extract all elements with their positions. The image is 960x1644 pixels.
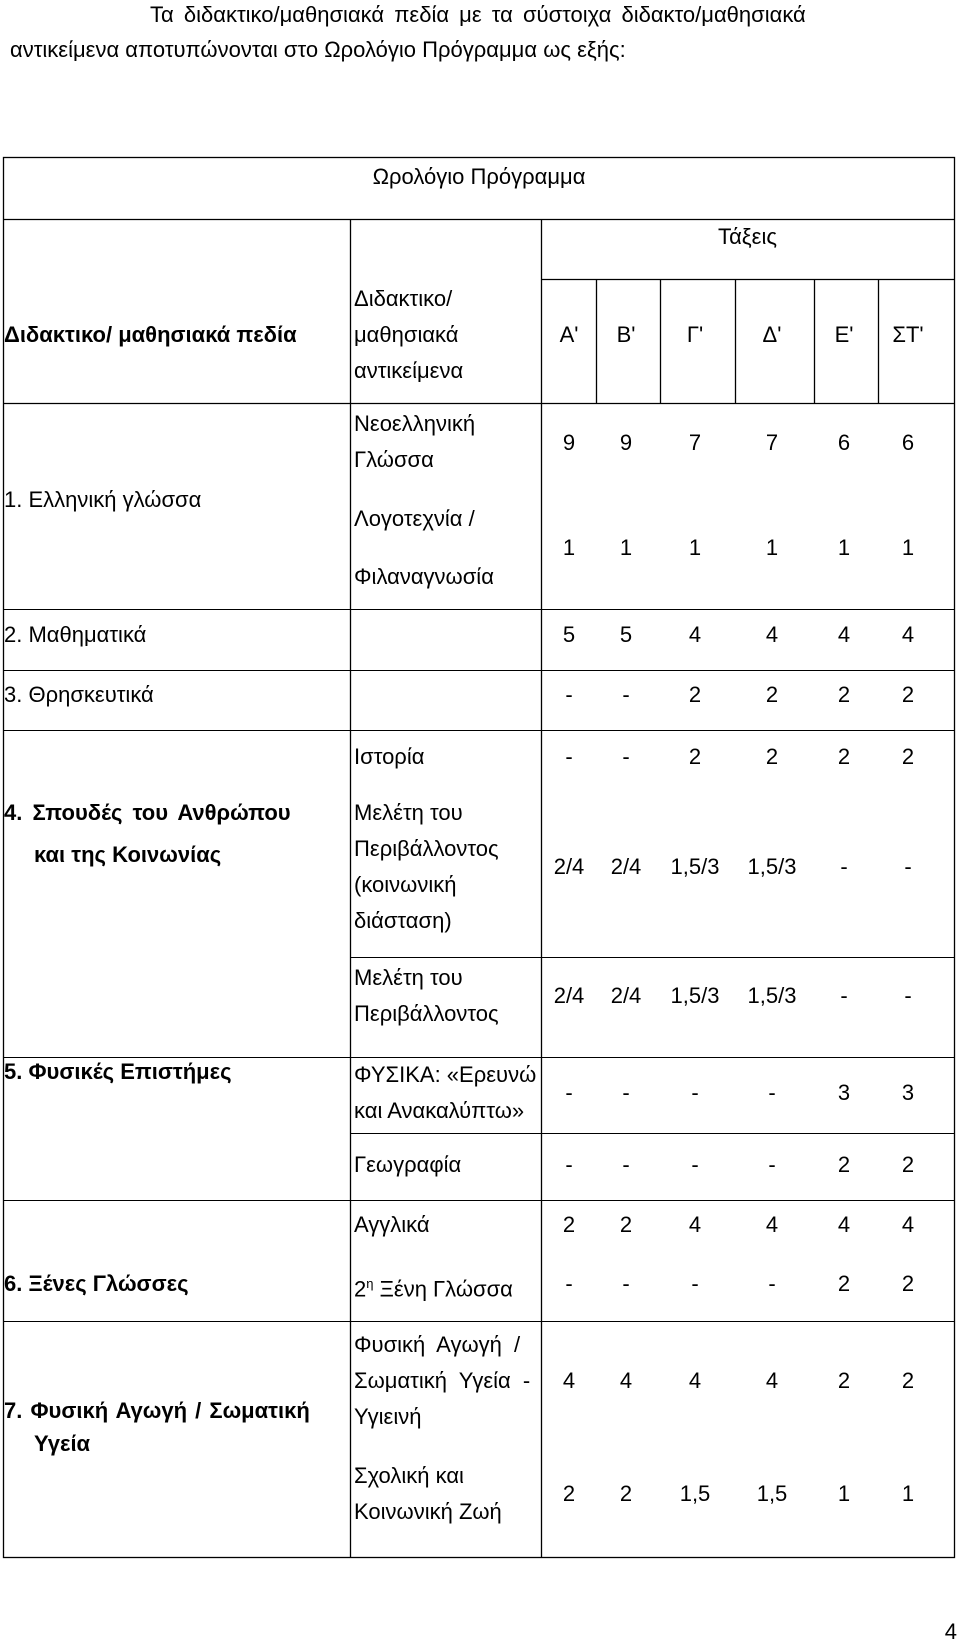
grade-header-st: ΣΤ' <box>892 322 924 347</box>
subject-english: Αγγλικά <box>354 1212 430 1237</box>
subject-env-social-4: διάσταση) <box>354 908 452 933</box>
hours-log-grade-3: 1 <box>688 535 702 560</box>
subject-history: Ιστορία <box>354 744 425 769</box>
hours-math-grade-2: 5 <box>619 622 633 647</box>
hours-math-grade-5: 4 <box>837 622 851 647</box>
hours-agg-grade-6: 4 <box>901 1212 915 1237</box>
hours-mel1-grade-5: - <box>840 854 848 879</box>
hours-fa-grade-4: 4 <box>765 1368 779 1393</box>
hours-neo-grade-6: 6 <box>901 430 915 455</box>
hours-mel2-grade-2: 2/4 <box>610 983 642 1008</box>
hours-thr-grade-1: - <box>565 682 573 707</box>
hours-geo-grade-6: 2 <box>901 1152 915 1177</box>
grade-header-d: Δ' <box>762 322 782 347</box>
hours-xen-grade-5: 2 <box>837 1271 851 1296</box>
hours-fys-grade-2: - <box>622 1080 630 1105</box>
hours-thr-grade-3: 2 <box>688 682 702 707</box>
hours-neo-grade-5: 6 <box>837 430 851 455</box>
grade-header-e: Ε' <box>834 322 854 347</box>
hours-xen-grade-3: - <box>691 1271 699 1296</box>
second-foreign-superscript: η <box>366 1276 374 1291</box>
subject-school-life-2: Κοινωνική Ζωή <box>354 1499 502 1524</box>
field-human-society-2: και της Κοινωνίας <box>34 842 222 867</box>
hours-log-grade-5: 1 <box>837 535 851 560</box>
subject-env-social-1: Μελέτη του <box>354 800 463 825</box>
field-natural-sciences: 5. Φυσικές Επιστήμες <box>4 1059 232 1084</box>
hours-fa-grade-6: 2 <box>901 1368 915 1393</box>
hours-log-grade-4: 1 <box>765 535 779 560</box>
hours-thr-grade-2: - <box>622 682 630 707</box>
hours-xen-grade-6: 2 <box>901 1271 915 1296</box>
hours-thr-grade-6: 2 <box>901 682 915 707</box>
subject-environment-2: Περιβάλλοντος <box>354 1001 499 1026</box>
hours-sx-grade-2: 2 <box>619 1481 633 1506</box>
hours-mel2-grade-5: - <box>840 983 848 1008</box>
hours-mel2-grade-1: 2/4 <box>553 983 585 1008</box>
second-foreign-text: Ξένη Γλώσσα <box>373 1276 513 1302</box>
hours-thr-grade-4: 2 <box>765 682 779 707</box>
hours-math-grade-1: 5 <box>562 622 576 647</box>
hours-geo-grade-4: - <box>768 1152 776 1177</box>
subject-pe-3: Υγιεινή <box>354 1404 422 1429</box>
hours-xen-grade-1: - <box>565 1271 573 1296</box>
hours-math-grade-3: 4 <box>688 622 702 647</box>
hours-sx-grade-1: 2 <box>562 1481 576 1506</box>
hours-fys-grade-3: - <box>691 1080 699 1105</box>
hours-ist-grade-1: - <box>565 744 573 769</box>
hours-agg-grade-1: 2 <box>562 1212 576 1237</box>
hours-thr-grade-5: 2 <box>837 682 851 707</box>
field-physical-education-2: Υγεία <box>34 1431 91 1456</box>
hours-log-grade-6: 1 <box>901 535 915 560</box>
fields-column-header: Διδακτικο/ μαθησιακά πεδία <box>4 322 297 347</box>
hours-neo-grade-4: 7 <box>765 430 779 455</box>
hours-ist-grade-4: 2 <box>765 744 779 769</box>
hours-fys-grade-5: 3 <box>837 1080 851 1105</box>
hours-math-grade-4: 4 <box>765 622 779 647</box>
hours-log-grade-2: 1 <box>619 535 633 560</box>
hours-fa-grade-2: 4 <box>619 1368 633 1393</box>
hours-sx-grade-4: 1,5 <box>756 1481 788 1506</box>
hours-xen-grade-4: - <box>768 1271 776 1296</box>
field-physical-education-1: 7. Φυσική Αγωγή / Σωματική <box>4 1398 310 1423</box>
subject-school-life-1: Σχολική και <box>354 1463 464 1488</box>
hours-fa-grade-3: 4 <box>688 1368 702 1393</box>
subject-pe-1: Φυσική Αγωγή / <box>354 1332 521 1357</box>
hours-sx-grade-5: 1 <box>837 1481 851 1506</box>
table-title: Ωρολόγιο Πρόγραμμα <box>372 164 586 189</box>
hours-sx-grade-3: 1,5 <box>679 1481 711 1506</box>
field-foreign-languages: 6. Ξένες Γλώσσες <box>4 1271 189 1296</box>
page-number: 4 <box>944 1619 957 1644</box>
hours-mel2-grade-3: 1,5/3 <box>670 983 720 1008</box>
subject-env-social-2: Περιβάλλοντος <box>354 836 499 861</box>
subjects-column-header-1: Διδακτικο/ <box>354 286 453 311</box>
field-human-society-1: 4. Σπουδές του Ανθρώπου <box>4 800 291 825</box>
hours-geo-grade-2: - <box>622 1152 630 1177</box>
subject-second-foreign-language <box>354 1267 513 1306</box>
grade-header-b: Β' <box>616 322 636 347</box>
hours-math-grade-6: 4 <box>901 622 915 647</box>
subject-physics-1: ΦΥΣΙΚΑ: «Ερευνώ <box>354 1062 537 1087</box>
hours-fys-grade-1: - <box>565 1080 573 1105</box>
hours-agg-grade-3: 4 <box>688 1212 702 1237</box>
intro-line-2: αντικείμενα αποτυπώνονται στο Ωρολόγιο Πρόγραμμα ως εξής: <box>10 37 626 62</box>
subject-literature-2: Φιλαναγνωσία <box>354 564 494 589</box>
subject-geography: Γεωγραφία <box>354 1152 462 1177</box>
hours-sx-grade-6: 1 <box>901 1481 915 1506</box>
hours-agg-grade-4: 4 <box>765 1212 779 1237</box>
subject-environment-1: Μελέτη του <box>354 965 463 990</box>
subject-modern-greek-2: Γλώσσα <box>354 447 434 472</box>
subject-physics-2: και Ανακαλύπτω» <box>354 1098 525 1123</box>
hours-fa-grade-5: 2 <box>837 1368 851 1393</box>
subject-literature-1: Λογοτεχνία / <box>354 506 475 531</box>
hours-neo-grade-1: 9 <box>562 430 576 455</box>
hours-log-grade-1: 1 <box>562 535 576 560</box>
field-religion: 3. Θρησκευτικά <box>4 682 154 707</box>
hours-fys-grade-4: - <box>768 1080 776 1105</box>
hours-fys-grade-6: 3 <box>901 1080 915 1105</box>
hours-neo-grade-3: 7 <box>688 430 702 455</box>
classes-header: Τάξεις <box>718 224 777 249</box>
subject-env-social-3: (κοινωνική <box>354 872 457 897</box>
subjects-column-header-3: αντικείμενα <box>354 358 464 383</box>
hours-mel1-grade-6: - <box>904 854 912 879</box>
hours-mel2-grade-6: - <box>904 983 912 1008</box>
field-greek-language: 1. Ελληνική γλώσσα <box>4 487 202 512</box>
subject-pe-2: Σωματική Υγεία - <box>354 1368 531 1393</box>
field-mathematics: 2. Μαθηματικά <box>4 622 147 647</box>
hours-geo-grade-3: - <box>691 1152 699 1177</box>
hours-agg-grade-2: 2 <box>619 1212 633 1237</box>
hours-mel1-grade-4: 1,5/3 <box>747 854 797 879</box>
hours-mel1-grade-1: 2/4 <box>553 854 585 879</box>
hours-mel2-grade-4: 1,5/3 <box>747 983 797 1008</box>
hours-mel1-grade-3: 1,5/3 <box>670 854 720 879</box>
grade-header-a: Α' <box>559 322 579 347</box>
hours-neo-grade-2: 9 <box>619 430 633 455</box>
hours-ist-grade-3: 2 <box>688 744 702 769</box>
hours-ist-grade-5: 2 <box>837 744 851 769</box>
grade-header-c: Γ' <box>686 322 704 347</box>
hours-geo-grade-5: 2 <box>837 1152 851 1177</box>
hours-ist-grade-2: - <box>622 744 630 769</box>
hours-geo-grade-1: - <box>565 1152 573 1177</box>
subject-modern-greek-1: Νεοελληνική <box>354 411 476 436</box>
hours-mel1-grade-2: 2/4 <box>610 854 642 879</box>
second-foreign-number: 2 <box>354 1276 367 1302</box>
hours-agg-grade-5: 4 <box>837 1212 851 1237</box>
intro-line-1: Τα διδακτικο/μαθησιακά πεδία με τα σύστοιχα διδακτο/μαθησιακά <box>150 2 806 27</box>
hours-ist-grade-6: 2 <box>901 744 915 769</box>
hours-xen-grade-2: - <box>622 1271 630 1296</box>
subjects-column-header-2: μαθησιακά <box>354 322 459 347</box>
hours-fa-grade-1: 4 <box>562 1368 576 1393</box>
